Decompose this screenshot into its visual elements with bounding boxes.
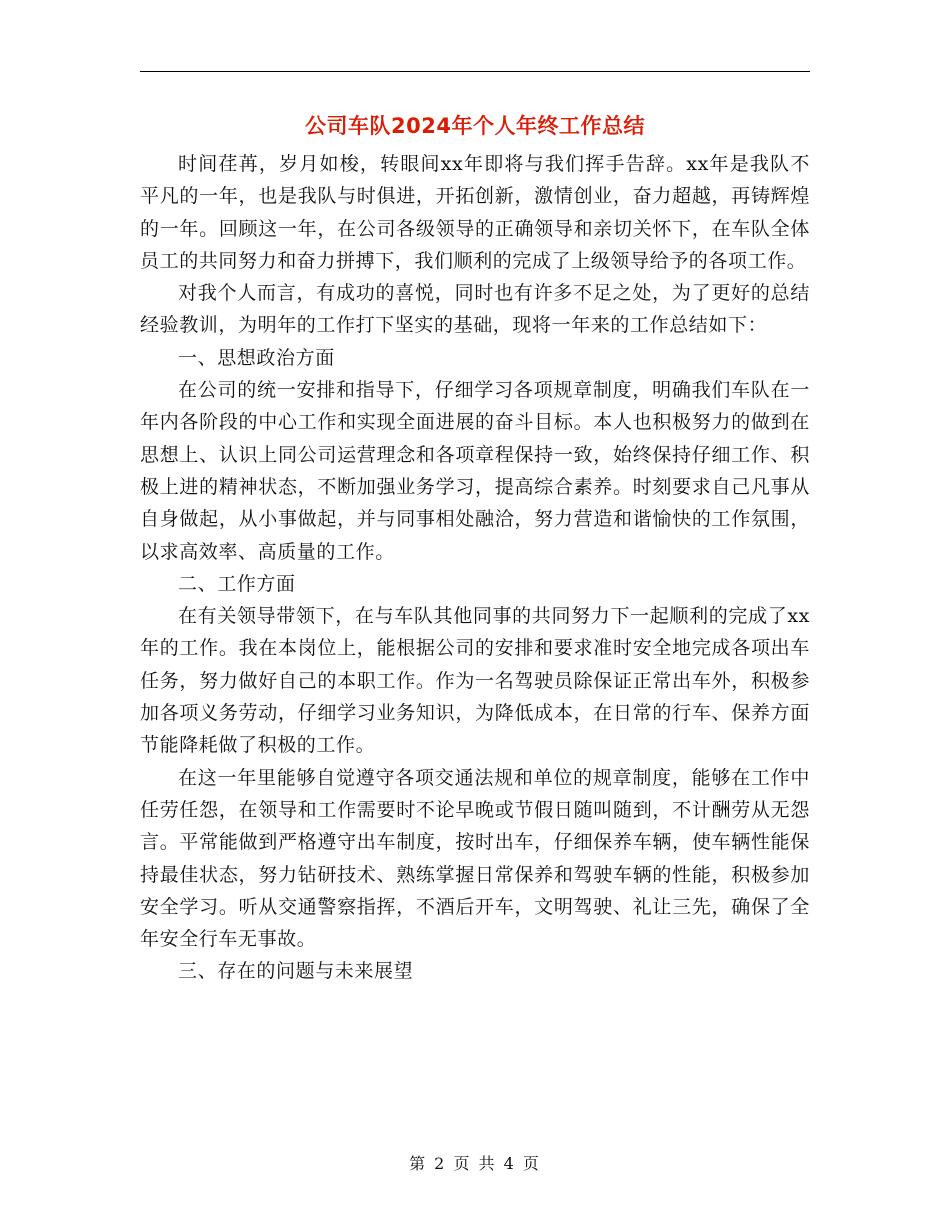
section-heading-work: 二、工作方面: [178, 572, 296, 595]
page-number-footer: 第 2 页 共 4 页: [409, 1154, 541, 1173]
paragraph-intro: 时间荏苒，岁月如梭，转眼间xx年即将与我们挥手告辞。xx年是我队不平凡的一年，也是我队与时俱进，开拓创新，激情创业，奋力超越，再铸辉煌的一年。回顾这一年，在公司各级领导的正确领导和亲切关怀下，在车队全体员工的共同努力和奋力拼搏下，我们顺利的完成了上级领导给予的各项工作。: [140, 153, 810, 272]
document-title: 公司车队2024年个人年终工作总结: [305, 114, 645, 138]
paragraph-ideology: 在公司的统一安排和指导下，仔细学习各项规章制度，明确我们车队在一年内各阶段的中心工作和实现全面进展的奋斗目标。本人也积极努力的做到在思想上、认识上同公司运营理念和各项章程保持一致，始终保持仔细工作、积极上进的精神状态，不断加强业务学习，提高综合素养。时刻要求自己凡事从自身做起，从小事做起，并与同事相处融洽，努力营造和谐愉快的工作氛围，以求高效率、高质量的工作。: [140, 379, 810, 563]
section-heading-problems: 三、存在的问题与未来展望: [178, 960, 414, 983]
paragraph-personal: 对我个人而言，有成功的喜悦，同时也有许多不足之处，为了更好的总结经验教训，为明年的工作打下坚实的基础，现将一年来的工作总结如下：: [140, 282, 810, 337]
section-heading-ideology: 一、思想政治方面: [178, 346, 335, 369]
paragraph-work-2: 在这一年里能够自觉遵守各项交通法规和单位的规章制度，能够在工作中任劳任怨，在领导和工作需要时不论早晚或节假日随叫随到，不计酬劳从无怨言。平常能做到严格遵守出车制度，按时出车，仔细保养车辆，使车辆性能保持最佳状态，努力钻研技术、熟练掌握日常保养和驾驶车辆的性能，积极参加安全学习。听从交通警察指挥，不酒后开车，文明驾驶、礼让三先，确保了全年安全行车无事故。: [140, 766, 810, 951]
paragraph-work-1: 在有关领导带领下，在与车队其他同事的共同努力下一起顺利的完成了xx年的工作。我在本岗位上，能根据公司的安排和要求准时安全地完成各项出车任务，努力做好自己的本职工作。作为一名驾驶员除保证正常出车外，积极参加各项义务劳动，仔细学习业务知识，为降低成本，在日常的行车、保养方面节能降耗做了积极的工作。: [140, 605, 810, 757]
document-body: [140, 148, 810, 988]
header-rule: [140, 71, 810, 72]
